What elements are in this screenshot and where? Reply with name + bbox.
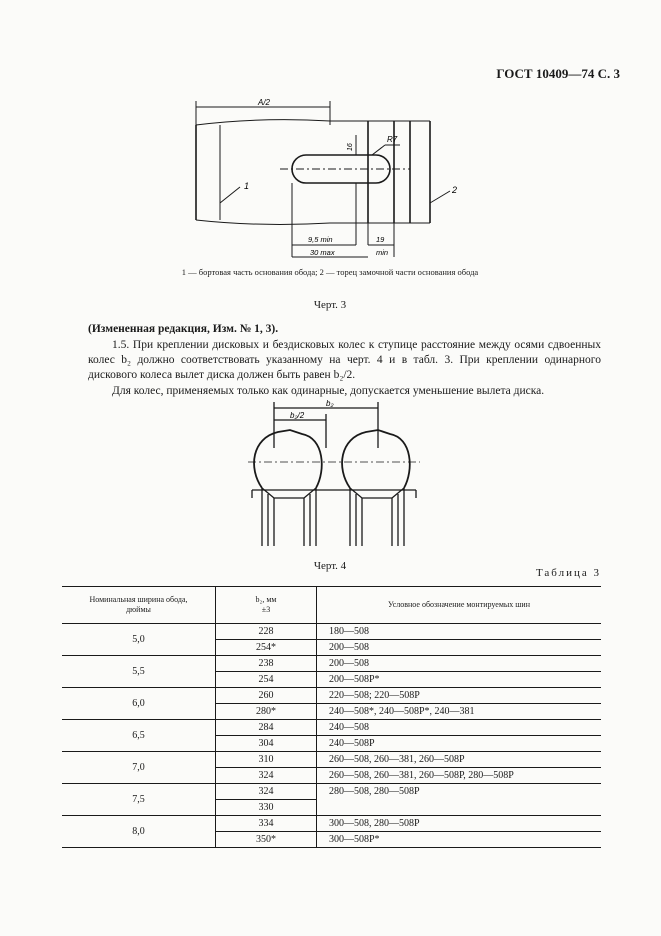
- rim-width-cell: 5,0: [62, 624, 216, 656]
- header-b2-label: b₂, мм: [255, 595, 277, 604]
- b2-cell: 284: [216, 720, 317, 736]
- paragraph-1-5: 1.5. При креплении дисковых и бездисковых колес к ступице расстояние между осями сдвоенных колес b₂ должно соответствовать указанному на черт. 4 и в табл. 3. При креплении одинарного дискового колеса вылет диска должен быть равен b₂/2.: [88, 339, 601, 381]
- b2-cell: 330: [216, 800, 317, 816]
- tires-cell: 200—508: [317, 656, 602, 672]
- table-row: [62, 752, 601, 768]
- figure-3-legend: 1 — бортовая часть основания обода; 2 — торец замочной части основания обода: [181, 267, 479, 277]
- figure-4-caption: Черт. 4: [313, 560, 347, 572]
- table-row: [62, 816, 601, 832]
- b2-cell: 304: [216, 736, 317, 752]
- b2-cell: 254*: [216, 640, 317, 656]
- tires-cell: 240—508*, 240—508Р*, 240—381: [317, 704, 602, 720]
- rim-width-cell: 7,5: [62, 784, 216, 816]
- tires-cell: 300—508Р*: [317, 832, 602, 848]
- table-header-row: [62, 587, 601, 624]
- figure-4-drawing: [240, 398, 430, 558]
- dim-min-label: min: [376, 248, 389, 257]
- edition-note: (Измененная редакция, Изм. № 1, 3).: [88, 323, 279, 335]
- b2-cell: 254: [216, 672, 317, 688]
- b2-cell: 350*: [216, 832, 317, 848]
- header-rim-width: Номинальная ширина обода, дюймы: [62, 587, 216, 624]
- header-b2-tolerance: ±3: [261, 605, 271, 614]
- rim-width-cell: 8,0: [62, 816, 216, 848]
- figure-4-b2-label: b₂: [326, 399, 334, 408]
- b2-cell: 238: [216, 656, 317, 672]
- table-row: [62, 688, 601, 704]
- tires-cell: 220—508; 220—508Р: [317, 688, 602, 704]
- header-b2: [216, 587, 317, 624]
- tires-cell: 260—508, 260—381, 260—508Р, 280—508Р: [317, 768, 602, 784]
- b2-cell: 310: [216, 752, 317, 768]
- table-row: [62, 656, 601, 672]
- tires-cell: 280—508, 280—508Р: [317, 784, 602, 816]
- b2-cell: 324: [216, 784, 317, 800]
- table-row: [62, 720, 601, 736]
- dim-9-5-label: 9,5 min: [308, 235, 333, 244]
- page-header: ГОСТ 10409—74 С. 3: [496, 66, 620, 81]
- table-row: [62, 784, 601, 800]
- dim-r7-label: R7: [387, 135, 398, 144]
- rim-width-cell: 6,0: [62, 688, 216, 720]
- table-row: [62, 624, 601, 640]
- figure-4-b2-half-label: b₂/2: [290, 411, 305, 420]
- b2-cell: 324: [216, 768, 317, 784]
- b2-cell: 280*: [216, 704, 317, 720]
- label-1: 1: [244, 181, 250, 191]
- header-tire-designation: Условное обозначение монтируемых шин: [317, 587, 602, 624]
- dim-16-label: 16: [347, 143, 354, 151]
- table-3: [62, 586, 601, 848]
- tires-cell: 180—508: [317, 624, 602, 640]
- rim-width-cell: 7,0: [62, 752, 216, 784]
- dim-19-label: 19: [376, 235, 385, 244]
- tires-cell: 300—508, 280—508Р: [317, 816, 602, 832]
- dim-30-label: 30 max: [310, 248, 335, 257]
- tires-cell: 240—508Р: [317, 736, 602, 752]
- tires-cell: 240—508: [317, 720, 602, 736]
- label-2: 2: [452, 185, 458, 195]
- tires-cell: 200—508: [317, 640, 602, 656]
- tires-cell: 200—508Р*: [317, 672, 602, 688]
- rim-width-cell: 6,5: [62, 720, 216, 752]
- table-3-title: Таблица 3: [535, 567, 601, 579]
- tires-cell: 260—508, 260—381, 260—508Р: [317, 752, 602, 768]
- dim-a-half-label: A/2: [258, 98, 271, 107]
- paragraph-single-wheels: Для колес, применяемых только как одинарные, допускается уменьшение вылета диска.: [112, 385, 545, 397]
- b2-cell: 260: [216, 688, 317, 704]
- b2-cell: 228: [216, 624, 317, 640]
- figure-3-drawing: [180, 95, 470, 267]
- rim-width-cell: 5,5: [62, 656, 216, 688]
- b2-cell: 334: [216, 816, 317, 832]
- figure-3-caption: Черт. 3: [313, 299, 347, 311]
